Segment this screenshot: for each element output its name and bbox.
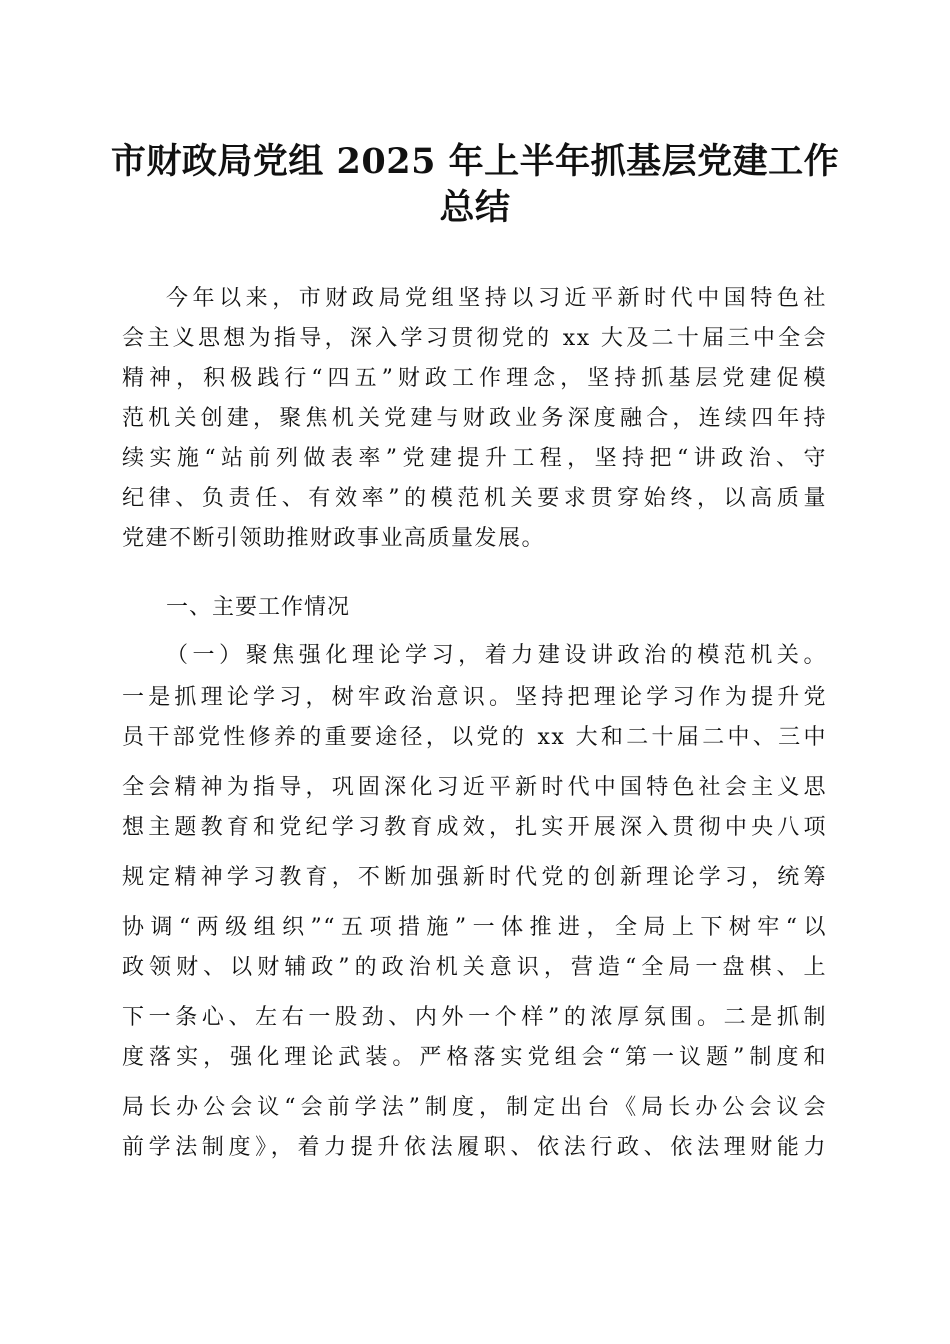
document-title-line-1: 市财政局党组 2025 年上半年抓基层党建工作 [110, 141, 840, 182]
section-line-10: 度落实，强化理论武装。严格落实党组会“第一议题”制度和 [122, 1045, 827, 1070]
section-heading: 一、主要工作情况 [166, 595, 351, 620]
section-line-1: （一）聚焦强化理论学习，着力建设讲政治的模范机关。 [166, 643, 827, 668]
intro-line-4: 范机关创建，聚焦机关党建与财政业务深度融合，连续四年持 [122, 406, 827, 431]
intro-line-5: 续实施“站前列做表率”党建提升工程，坚持把“讲政治、守 [122, 446, 827, 471]
intro-line-1: 今年以来，市财政局党组坚持以习近平新时代中国特色社 [166, 286, 827, 311]
intro-line-3: 精神，积极践行“四五”财政工作理念，坚持抓基层党建促模 [122, 366, 827, 391]
intro-line-7: 党建不断引领助推财政事业高质量发展。 [122, 526, 546, 551]
section-line-5: 想主题教育和党纪学习教育成效，扎实开展深入贯彻中央八项 [122, 815, 827, 840]
section-line-2: 一是抓理论学习，树牢政治意识。坚持把理论学习作为提升党 [122, 685, 827, 710]
section-line-12: 前学法制度》，着力提升依法履职、依法行政、依法理财能力 [122, 1135, 827, 1160]
intro-line-6: 纪律、负责任、有效率”的模范机关要求贯穿始终，以高质量 [122, 486, 827, 511]
section-line-9: 下一条心、左右一股劲、内外一个样”的浓厚氛围。二是抓制 [122, 1005, 827, 1030]
section-line-6: 规定精神学习教育，不断加强新时代党的创新理论学习，统筹 [122, 865, 827, 890]
document-title-line-2: 总结 [439, 187, 511, 228]
section-line-7: 协调“两级组织”“五项措施”一体推进，全局上下树牢“以 [122, 915, 827, 940]
section-line-11: 局长办公会议“会前学法”制度，制定出台《局长办公会议会 [122, 1095, 827, 1120]
intro-line-2: 会主义思想为指导，深入学习贯彻党的 xx 大及二十届三中全会 [122, 326, 827, 351]
section-line-4: 全会精神为指导，巩固深化习近平新时代中国特色社会主义思 [122, 775, 827, 800]
section-line-8: 政领财、以财辅政”的政治机关意识，营造“全局一盘棋、上 [122, 955, 827, 980]
section-line-3: 员干部党性修养的重要途径，以党的 xx 大和二十届二中、三中 [122, 725, 827, 750]
